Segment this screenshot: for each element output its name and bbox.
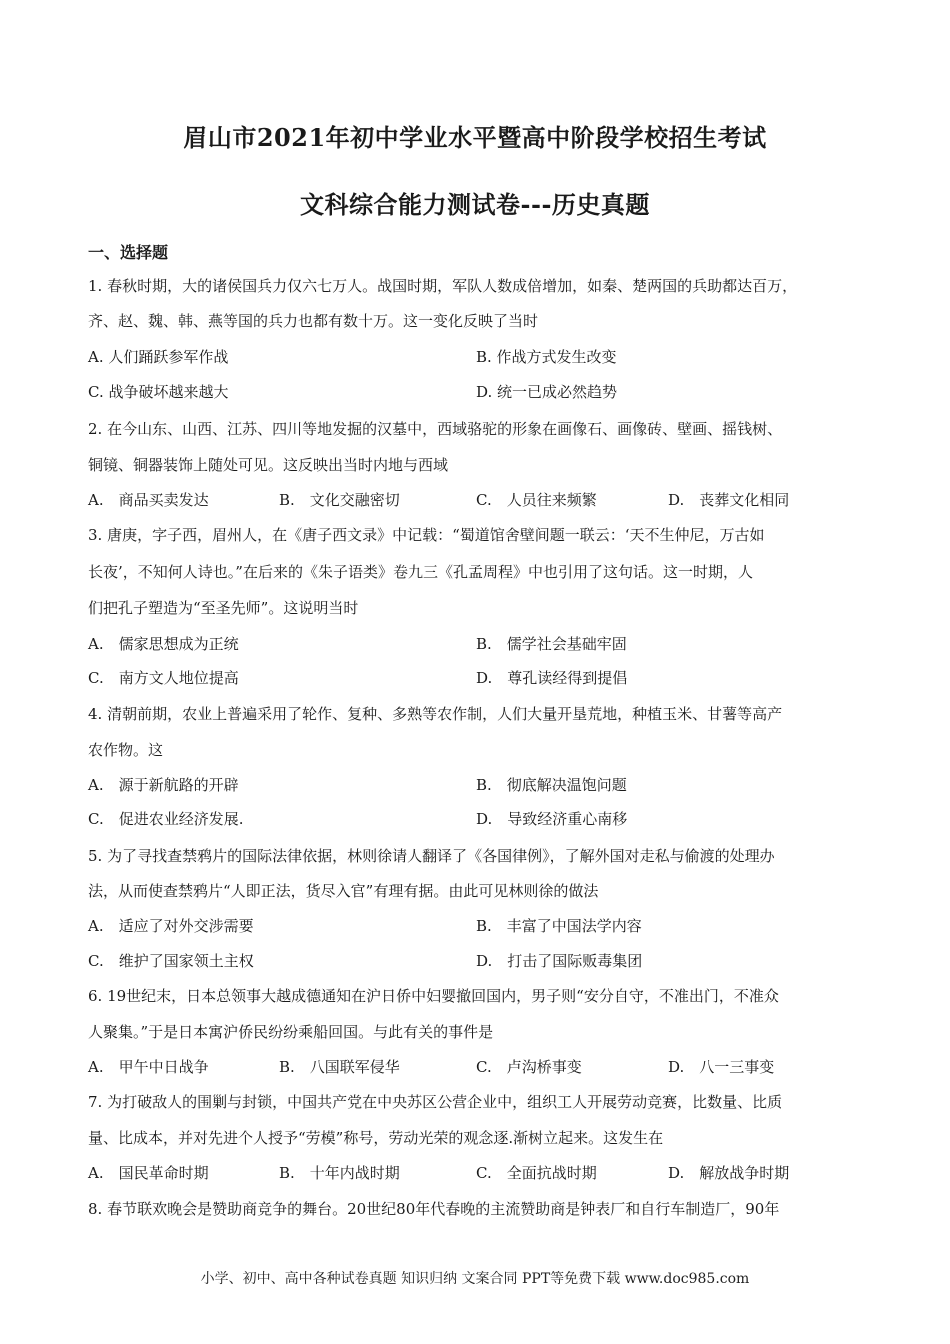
question-5-option-b: B. 丰富了中国法学内容 <box>476 917 642 935</box>
question-7-line-1: 7. 为打破敌人的围剿与封锁，中国共产党在中央苏区公营企业中，组织工人开展劳动竞赛，比数量、比质 <box>88 1093 783 1111</box>
question-2-option-a: A. 商品买卖发达 <box>88 491 209 509</box>
question-3-option-c: C. 南方文人地位提高 <box>88 669 239 687</box>
question-1-option-d: D. 统一已成必然趋势 <box>476 383 618 401</box>
page-footer: 小学、初中、高中各种试卷真题 知识归纳 文案合同 PPT等免费下载 www.doc985.com <box>200 1271 750 1287</box>
question-2-option-c: C. 人员往来频繁 <box>476 491 597 509</box>
question-6-option-d: D. 八一三事变 <box>668 1058 775 1076</box>
question-6-line-2: 人聚集。”于是日本寓沪侨民纷纷乘船回国。与此有关的事件是 <box>88 1023 494 1041</box>
question-6-line-1: 6. 19世纪末，日本总领事大越成德通知在沪日侨中妇婴撤回国内，男子则“安分自守，不准出门，不准众 <box>88 987 779 1005</box>
title-line-2: 文科综合能力测试卷---历史真题 <box>300 190 650 219</box>
question-8-line-1: 8. 春节联欢晚会是赞助商竞争的舞台。20世纪80年代春晚的主流赞助商是钟表厂和自行车制造厂，90年 <box>88 1200 780 1218</box>
question-1-option-c: C. 战争破坏越来越大 <box>88 383 229 401</box>
question-6-option-b: B. 八国联军侵华 <box>279 1058 400 1076</box>
question-5-option-a: A. 适应了对外交涉需要 <box>88 917 254 935</box>
question-1-line-1: 1. 春秋时期，大的诸侯国兵力仅六七万人。战国时期，军队人数成倍增加，如秦、楚两国的兵助都达百万， <box>88 277 798 295</box>
question-7-option-c: C. 全面抗战时期 <box>476 1164 597 1182</box>
question-4-line-1: 4. 清朝前期，农业上普遍采用了轮作、复种、多熟等农作制，人们大量开垦荒地，种植玉米、甘薯等高产 <box>88 705 783 723</box>
question-1-option-b: B. 作战方式发生改变 <box>476 348 617 366</box>
question-3-line-3: 们把孔子塑造为“至圣先师”。这说明当时 <box>88 599 359 617</box>
question-3-line-1: 3. 唐庚，字子西，眉州人，在《唐子西文录》中记载：“蜀道馆舍壁间题一联云：‘天不生仲尼，万古如 <box>88 526 765 544</box>
question-2-option-b: B. 文化交融密切 <box>279 491 400 509</box>
question-2-line-2: 铜镜、铜器装饰上随处可见。这反映出当时内地与西域 <box>88 456 449 474</box>
question-7-option-a: A. 国民革命时期 <box>88 1164 209 1182</box>
question-5-line-1: 5. 为了寻找查禁鸦片的国际法律依据，林则徐请人翻译了《各国律例》，了解外国对走私与偷渡的处理办 <box>88 847 775 865</box>
question-3-option-b: B. 儒学社会基础牢固 <box>476 635 627 653</box>
question-3-option-a: A. 儒家思想成为正统 <box>88 635 239 653</box>
question-6-option-a: A. 甲午中日战争 <box>88 1058 209 1076</box>
question-5-option-d: D. 打击了国际贩毒集团 <box>476 952 643 970</box>
question-4-line-2: 农作物。这 <box>88 741 164 759</box>
question-4-option-d: D. 导致经济重心南移 <box>476 810 628 828</box>
question-5-line-2: 法，从而使查禁鸦片“人即正法，货尽入官”有理有据。由此可见林则徐的做法 <box>88 882 599 900</box>
question-4-option-c: C. 促进农业经济发展. <box>88 810 244 828</box>
question-2-option-d: D. 丧葬文化相同 <box>668 491 790 509</box>
question-2-line-1: 2. 在今山东、山西、江苏、四川等地发掘的汉墓中，西域骆驼的形象在画像石、画像砖、壁画、摇钱树、 <box>88 420 783 438</box>
question-4-option-a: A. 源于新航路的开辟 <box>88 776 239 794</box>
question-1-option-a: A. 人们踊跃参军作战 <box>88 348 229 366</box>
question-6-option-c: C. 卢沟桥事变 <box>476 1058 582 1076</box>
question-3-option-d: D. 尊孔读经得到提倡 <box>476 669 628 687</box>
question-1-line-2: 齐、赵、魏、韩、燕等国的兵力也都有数十万。这一变化反映了当时 <box>88 312 539 330</box>
question-7-line-2: 量、比成本，并对先进个人授予“劳模”称号，劳动光荣的观念逐.渐树立起来。这发生在 <box>88 1129 664 1147</box>
question-4-option-b: B. 彻底解决温饱问题 <box>476 776 627 794</box>
section-heading: 一、选择题 <box>88 243 169 262</box>
question-7-option-d: D. 解放战争时期 <box>668 1164 790 1182</box>
title-line-1: 眉山市2021年初中学业水平暨高中阶段学校招生考试 <box>183 123 767 152</box>
question-5-option-c: C. 维护了国家领土主权 <box>88 952 254 970</box>
question-7-option-b: B. 十年内战时期 <box>279 1164 400 1182</box>
question-3-line-2: 长夜’，不知何人诗也。”在后来的《朱子语类》卷九三《孔孟周程》中也引用了这句话。这一时期，人 <box>88 563 753 581</box>
